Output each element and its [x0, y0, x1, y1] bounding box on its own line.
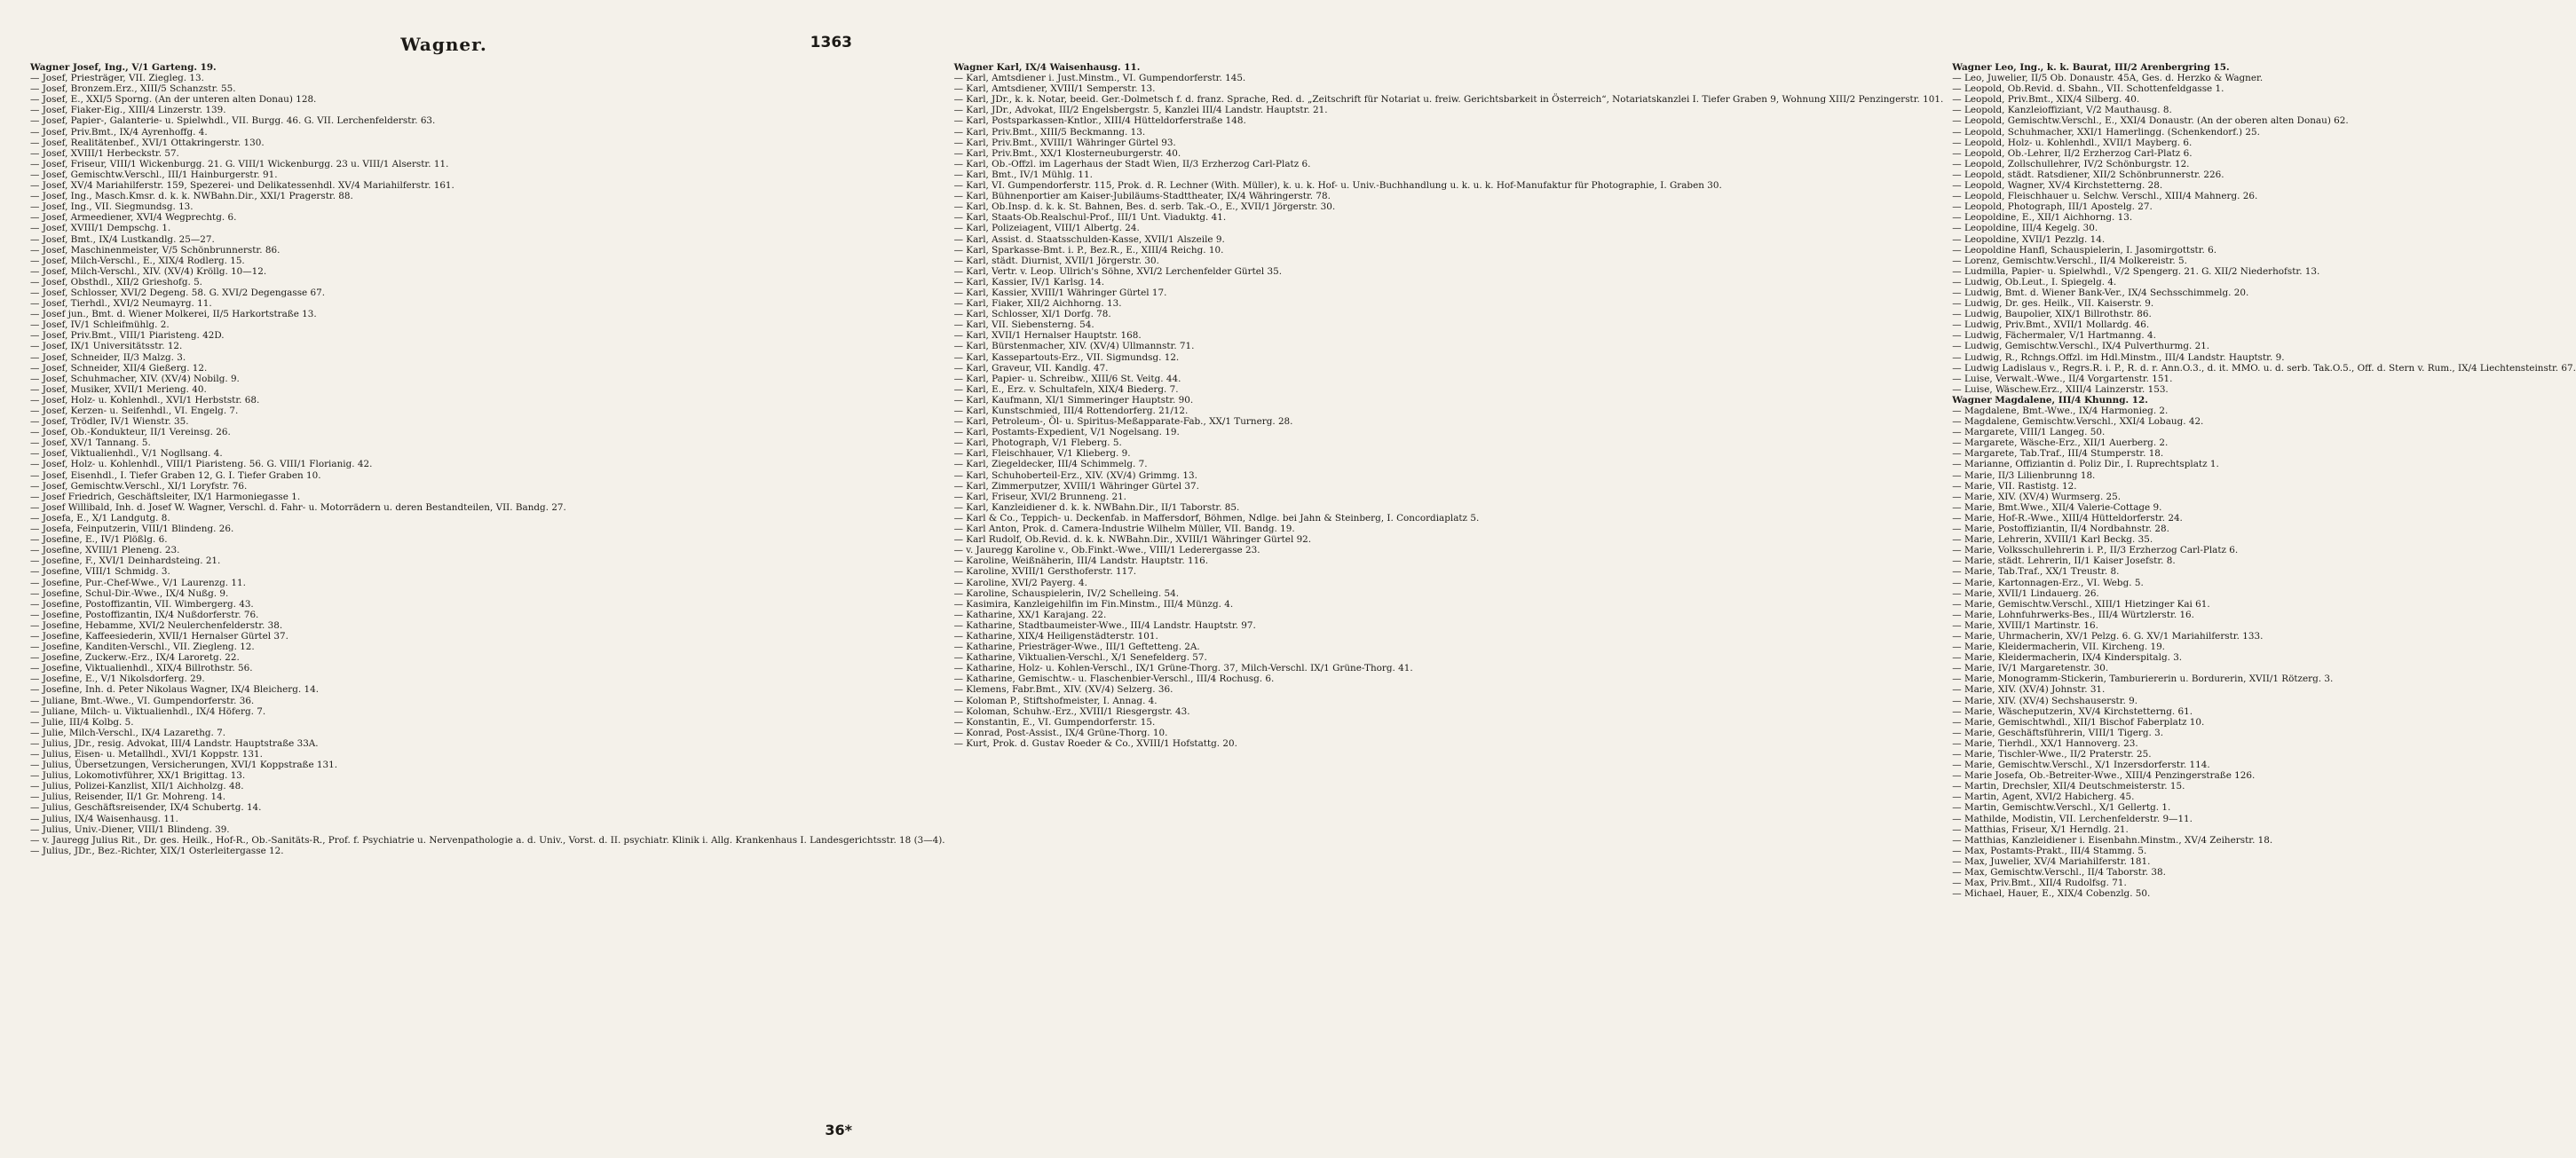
directory-entry: — Josefine, Kaffeesiederin, XVII/1 Hernalser Gürtel 37. [30, 630, 288, 642]
directory-entry: — Karl, Priv.Bmt., XIII/5 Beckmanng. 13. [953, 126, 1146, 138]
directory-entry: — Josef, Ing., VII. Siegmundsg. 13. [30, 201, 194, 213]
directory-entry: — Marie, II/3 Lilienbrunng 18. [1952, 469, 2096, 481]
directory-entry: — Josef, Priv.Bmt., VIII/1 Piaristeng. 42D. [30, 330, 225, 342]
directory-entry: — Marie, Gemischtwhdl., XII/1 Bischof Faberplatz 10. [1952, 716, 2205, 728]
directory-entry: — Karl, Kunstschmied, III/4 Rottendorferg. 21/12. [953, 406, 1189, 416]
column-2 [954, 62, 1944, 1118]
running-title: Wagner. [400, 34, 487, 55]
directory-entry: — Kurt, Prok. d. Gustav Roeder & Co., XVIII/1 Hofstattg. 20. [953, 737, 1237, 749]
directory-entry: — Karl, E., Erz. v. Schultafeln, XIX/4 Biederg. 7. [953, 383, 1179, 395]
directory-entry: — Karl, XVII/1 Hernalser Hauptstr. 168. [953, 330, 1142, 342]
directory-entry: — Julius, Lokomotivführer, XX/1 Brigittag. 13. [30, 770, 246, 782]
directory-entry: — Josef, Ob.-Kondukteur, II/1 Vereinsg. 26. [30, 427, 231, 438]
directory-entry: — Karl, Amtsdiener i. Just.Minstm., VI. Gumpendorferstr. 145. [953, 73, 1246, 84]
directory-entry: — Josef, Armeediener, XVI/4 Wegprechtg. 6. [30, 212, 237, 224]
directory-entry: — Josefine, Postoffizantin, IX/4 Nußdorferstr. 76. [30, 609, 259, 620]
directory-entry: — Josef, Schneider, II/3 Malzg. 3. [30, 351, 186, 363]
directory-entry: — Josef, Bmt., IX/4 Lustkandlg. 25—27. [30, 233, 215, 245]
directory-entry: — Josef, Trödler, IV/1 Wienstr. 35. [30, 416, 189, 428]
directory-entry: — Josef, XV/4 Mariahilferstr. 159, Spezerei- und Delikatessenhdl. XV/4 Mariahilferstr. 161. [30, 180, 454, 192]
directory-entry: — Karl, Bmt., IV/1 Mühlg. 11. [953, 169, 1093, 180]
directory-entry: — Magdalene, Bmt.-Wwe., IX/4 Harmonieg. 2. [1952, 406, 2169, 416]
directory-entry: — Josefa, E., X/1 Landgutg. 8. [30, 512, 170, 524]
directory-entry: — Matthias, Kanzleidiener i. Eisenbahn.Minstm., XV/4 Zeiherstr. 18. [1952, 834, 2273, 846]
directory-entry: — Julius, Eisen- u. Metallhdl., XVI/1 Koppstr. 131. [30, 749, 263, 760]
directory-entry: — Josef, Priesträger, VII. Ziegleg. 13. [30, 73, 204, 84]
directory-entry: — Marie, Tischler-Wwe., II/2 Praterstr. 25. [1952, 749, 2152, 760]
directory-entry: — Karl, städt. Diurnist, XVII/1 Jörgerstr. 30. [953, 255, 1159, 266]
directory-entry: — Katharine, Priesträger-Wwe., III/1 Geftetteng. 2A. [953, 642, 1200, 653]
directory-entry: — Magdalene, Gemischtw.Verschl., XXI/4 Lobaug. 42. [1952, 416, 2204, 428]
column-1 [30, 62, 945, 1118]
directory-entry: — Karl, Priv.Bmt., XVIII/1 Währinger Gürtel 93. [953, 137, 1176, 148]
directory-entry: — Karl, Assist. d. Staatsschulden-Kasse, XVII/1 Alszeile 9. [953, 233, 1225, 245]
directory-entry: — Max, Juwelier, XV/4 Mariahilferstr. 181. [1952, 855, 2151, 867]
directory-entry: — Marie, Gemischtw.Verschl., X/1 Inzersdorferstr. 114. [1952, 760, 2210, 771]
directory-entry: — Karl, Friseur, XVI/2 Brunneng. 21. [953, 491, 1126, 502]
directory-entry: — Josefine, Postoffizantin, VII. Wimbergerg. 43. [30, 598, 254, 610]
directory-entry: — Karl, Petroleum-, Öl- u. Spiritus-Meßapparate-Fab., XX/1 Turnerg. 28. [953, 416, 1293, 428]
directory-entry: — Josefine, XVIII/1 Pleneng. 23. [30, 545, 180, 556]
directory-entry: — Karl & Co., Teppich- u. Deckenfab. in Maffersdorf, Böhmen, Ndlge. bei Jahn & Steinberg, I. Concordiaplatz 5. [953, 512, 1480, 524]
directory-entry: — Julius, Geschäftsreisender, IX/4 Schubertg. 14. [30, 802, 262, 814]
directory-entry: — Josefine, E., V/1 Nikolsdorferg. 29. [30, 674, 205, 685]
directory-entry: — Katharine, Stadtbaumeister-Wwe., III/4 Landstr. Hauptstr. 97. [953, 619, 1256, 631]
page-number: 1363 [810, 34, 852, 51]
directory-entry: — Katharine, Gemischtw.- u. Flaschenbier-Verschl., III/4 Rochusg. 6. [953, 674, 1275, 685]
directory-entry: — Josefine, Inh. d. Peter Nikolaus Wagner, IX/4 Bleicherg. 14. [30, 684, 320, 696]
directory-entry: — Josef, Kerzen- u. Seifenhdl., VI. Engelg. 7. [30, 406, 239, 416]
directory-entry: — Josefine, F., XVI/1 Deinhardsteing. 21. [30, 555, 221, 567]
directory-entry: — Josefine, VIII/1 Schmidg. 3. [30, 566, 170, 578]
directory-entry: — Karl, Fleischhauer, V/1 Klieberg. 9. [953, 448, 1131, 460]
directory-entry: — Josef, Papier-, Galanterie- u. Spielwhdl., VII. Burgg. 46. G. VII. Lerchenfelderstr. 63. [30, 115, 436, 127]
directory-entry: — Josef, Schuhmacher, XIV. (XV/4) Nobilg. 9. [30, 373, 240, 384]
directory-entry: — Leopold, Schuhmacher, XXI/1 Hamerlingg. (Schenkendorf.) 25. [1952, 126, 2260, 138]
directory-entry: — Ludwig, Ob.Leut., I. Spiegelg. 4. [1952, 276, 2117, 288]
directory-entry: — Juliane, Milch- u. Viktualienhdl., IX/4 Höferg. 7. [30, 705, 266, 717]
directory-entry: — Josefine, Viktualienhdl., XIX/4 Billrothstr. 56. [30, 663, 253, 674]
directory-entry: — Julius, Univ.-Diener, VIII/1 Blindeng. 39. [30, 823, 230, 835]
directory-entry: — Karl Rudolf, Ob.Revid. d. k. k. NWBahn.Dir., XVIII/1 Währinger Gürtel 92. [953, 534, 1312, 546]
directory-entry: — Ludwig, Dr. ges. Heilk., VII. Kaiserstr. 9. [1952, 298, 2154, 310]
directory-entry: — Marie, Monogramm-Stickerin, Tamburiererin u. Bordurerin, XVII/1 Rötzerg. 3. [1952, 674, 2334, 685]
directory-entry: — Josef, IV/1 Schleifmühlg. 2. [30, 319, 170, 331]
directory-entry: — Josef Willibald, Inh. d. Josef W. Wagner, Verschl. d. Fahr- u. Motorrädern u. deren Bestandteilen, VII. Bandg. 27. [30, 501, 566, 513]
directory-entry: — Leopold, Gemischtw.Verschl., E., XXI/4 Donaustr. (An der oberen alten Donau) 62. [1952, 115, 2349, 127]
column-3 [1952, 62, 2576, 1118]
directory-entry: — Karl, Amtsdiener, XVIII/1 Semperstr. 13. [953, 83, 1156, 95]
directory-entry: — Leopold, Holz- u. Kohlenhdl., XVII/1 Mayberg. 6. [1952, 137, 2193, 148]
directory-entry: — Karl, Kanzleidiener d. k. k. NWBahn.Dir., II/1 Taborstr. 85. [953, 501, 1240, 513]
directory-entry: Wagner Josef, Ing., V/1 Garteng. 19. [30, 62, 217, 73]
directory-entry: — Ludwig, Priv.Bmt., XVII/1 Mollardg. 46. [1952, 319, 2150, 331]
directory-entry: — Margarete, VIII/1 Langeg. 50. [1952, 427, 2106, 438]
directory-entry: — Karl, Ob.-Offzl. im Lagerhaus der Stadt Wien, II/3 Erzherzog Carl-Platz 6. [953, 158, 1311, 169]
directory-entry: — Marie, XVIII/1 Martinstr. 16. [1952, 619, 2098, 631]
directory-entry: — Marie, Geschäftsführerin, VIII/1 Tigerg. 3. [1952, 727, 2164, 738]
directory-entry: — Julius, JDr., resig. Advokat, III/4 Landstr. Hauptstraße 33A. [30, 737, 319, 749]
directory-entry: — Marie, Kleidermacherin, IX/4 Kinderspitalg. 3. [1952, 652, 2183, 664]
directory-entry: — Marie, Volksschullehrerin i. P., II/3 Erzherzog Carl-Platz 6. [1952, 545, 2239, 556]
directory-entry: — Josef, Fiaker-Eig., XIII/4 Linzerstr. 139. [30, 105, 226, 116]
directory-entry: — Karl, JDr., k. k. Notar, beeid. Ger.-Dolmetsch f. d. franz. Sprache, Red. d. „Zeitschrift für Notariat u. freiw. Gerichtsbarkeit in Österreich“, Notariatskanzlei I. Tiefer Graben 9, Wohnung XIII/2 Penzingerstr. 101. [953, 94, 1944, 106]
directory-entry: — Karl, Sparkasse-Bmt. i. P., Bez.R., E., XIII/4 Reichg. 10. [953, 244, 1224, 256]
directory-entry: — Julius, Reisender, II/1 Gr. Mohreng. 14. [30, 792, 226, 803]
directory-entry: — Marie, Lehrerin, XVIII/1 Karl Beckg. 35. [1952, 534, 2153, 546]
directory-entry: — Karl, Fiaker, XII/2 Aichhorng. 13. [953, 298, 1122, 310]
directory-entry: — Karl, Schuhoberteil-Erz., XIV. (XV/4) Grimmg. 13. [953, 469, 1197, 481]
directory-entry: — Josefine, Hebamme, XVI/2 Neulerchenfelderstr. 38. [30, 619, 283, 631]
directory-entry: — Karl, Ziegeldecker, III/4 Schimmelg. 7. [953, 459, 1148, 470]
directory-entry: — Leopold, Ob.Revid. d. Sbahn., VII. Schottenfeldgasse 1. [1952, 83, 2224, 95]
directory-entry: — Ludwig, Baupolier, XIX/1 Billrothstr. 86. [1952, 309, 2152, 320]
directory-entry: — Karl, Bürstenmacher, XIV. (XV/4) Ullmannstr. 71. [953, 341, 1195, 352]
directory-entry: — Ludwig, Gemischtw.Verschl., IX/4 Pulverthurmg. 21. [1952, 341, 2210, 352]
directory-entry: — Karl, Kassier, XVIII/1 Währinger Gürtel 17. [953, 287, 1167, 298]
directory-entry: — Karl, Bühnenportier am Kaiser-Jubiläums-Stadttheater, IX/4 Währingerstr. 78. [953, 191, 1331, 202]
directory-entry: — Martin, Drechsler, XII/4 Deutschmeisterstr. 15. [1952, 781, 2185, 792]
directory-entry: — Leopoldine, XVII/1 Pezzlg. 14. [1952, 233, 2106, 245]
directory-entry: — Josefine, Zuckerw.-Erz., IX/4 Laroretg. 22. [30, 652, 240, 664]
directory-entry: — Josef, Priv.Bmt., IX/4 Ayrenhoffg. 4. [30, 126, 208, 138]
directory-entry: — Martin, Gemischtw.Verschl., X/1 Gellertg. 1. [1952, 802, 2171, 814]
directory-entry: — Josef, XV/1 Tannang. 5. [30, 437, 151, 449]
directory-entry: — Karl, VII. Siebensterng. 54. [953, 319, 1094, 331]
directory-entry: — Karl, Postamts-Expedient, V/1 Nogelsang. 19. [953, 427, 1180, 438]
directory-entry: — Katharine, Holz- u. Kohlen-Verschl., IX/1 Grüne-Thorg. 37, Milch-Verschl. IX/1 Grüne-Thorg. 41. [953, 663, 1413, 674]
directory-entry: — Karl, Staats-Ob.Realschul-Prof., III/1 Unt. Viaduktg. 41. [953, 212, 1227, 224]
directory-entry: — Luise, Verwalt.-Wwe., II/4 Vorgartenstr. 151. [1952, 373, 2173, 384]
directory-entry: — Josef jun., Bmt. d. Wiener Molkerei, II/5 Harkortstraße 13. [30, 309, 317, 320]
directory-entry: — Karl, Postsparkassen-Kntlor., XIII/4 Hütteldorferstraße 148. [953, 115, 1246, 127]
directory-entry: — Max, Gemischtw.Verschl., II/4 Taborstr. 38. [1952, 867, 2166, 878]
directory-entry: — Karoline, Schauspielerin, IV/2 Schelleing. 54. [953, 587, 1180, 599]
directory-entry: — Josef, Holz- u. Kohlenhdl., XVI/1 Herbststr. 68. [30, 394, 260, 406]
directory-entry: — Karoline, XVI/2 Payerg. 4. [953, 577, 1087, 588]
directory-entry: Wagner Magdalene, III/4 Khunng. 12. [1952, 394, 2148, 406]
directory-entry: — Juliane, Bmt.-Wwe., VI. Gumpendorferstr. 36. [30, 695, 255, 706]
directory-entry: — Karl, Polizeiagent, VIII/1 Albertg. 24. [953, 223, 1140, 234]
directory-entry: — v. Jauregg Karoline v., Ob.Finkt.-Wwe., VIII/1 Lederergasse 23. [953, 545, 1260, 556]
directory-entry: — Karl, Schlosser, XI/1 Dorfg. 78. [953, 309, 1111, 320]
directory-entry: — Marie, Hof-R.-Wwe., XIII/4 Hütteldorferstr. 24. [1952, 512, 2183, 524]
directory-entry: — Matthias, Friseur, X/1 Herndlg. 21. [1952, 823, 2129, 835]
directory-entry: — Konstantin, E., VI. Gumpendorferstr. 15. [953, 716, 1156, 728]
directory-entry: — Leopold, Ob.-Lehrer, II/2 Erzherzog Carl-Platz 6. [1952, 147, 2193, 159]
directory-entry: — Josef, XVIII/1 Herbeckstr. 57. [30, 147, 179, 159]
directory-columns [30, 62, 2576, 1118]
directory-entry: — Julius, Übersetzungen, Versicherungen, XVI/1 Koppstraße 131. [30, 760, 338, 771]
directory-entry: — Michael, Hauer, E., XIX/4 Cobenzlg. 50. [1952, 888, 2151, 900]
directory-entry: — Karoline, XVIII/1 Gersthoferstr. 117. [953, 566, 1137, 578]
directory-entry: — Marie, XVII/1 Lindauerg. 26. [1952, 587, 2099, 599]
directory-entry: — Marie, Postoffiziantin, II/4 Nordbahnstr. 28. [1952, 524, 2169, 535]
directory-entry: — Leopold, Photograph, III/1 Apostelg. 27. [1952, 201, 2153, 213]
directory-entry: — Marie, IV/1 Margaretenstr. 30. [1952, 663, 2109, 674]
directory-entry: — Leo, Juwelier, II/5 Ob. Donaustr. 45A, Ges. d. Herzko & Wagner. [1952, 73, 2264, 84]
directory-entry: — Julie, III/4 Kolbg. 5. [30, 716, 134, 728]
directory-entry: — Leopold, städt. Ratsdiener, XII/2 Schönbrunnerstr. 226. [1952, 169, 2224, 180]
directory-entry: — Lorenz, Gemischtw.Verschl., II/4 Molkereistr. 5. [1952, 255, 2187, 266]
directory-entry: — Josef, Schlosser, XVI/2 Degeng. 58. G. XVI/2 Degengasse 67. [30, 287, 326, 298]
directory-entry: — Ludwig, Bmt. d. Wiener Bank-Ver., IX/4 Sechsschimmelg. 20. [1952, 287, 2249, 298]
directory-entry: — Josef, Tierhdl., XVI/2 Neumayrg. 11. [30, 298, 212, 310]
directory-entry: — Josef, Milch-Verschl., E., XIX/4 Rodlerg. 15. [30, 255, 245, 266]
directory-entry: — Marie, Wäscheputzerin, XV/4 Kirchstetterng. 61. [1952, 705, 2193, 717]
directory-entry: — Josefine, Schul-Dir.-Wwe., IX/4 Nußg. 9. [30, 587, 229, 599]
directory-entry: — Josef, Schneider, XII/4 Gießerg. 12. [30, 362, 208, 374]
directory-entry: — Karl, Priv.Bmt., XX/1 Klosterneuburgerstr. 40. [953, 147, 1181, 159]
directory-entry: — Marie, Bmt.Wwe., XII/4 Valerie-Cottage 9. [1952, 501, 2162, 513]
directory-entry: — Marie, XIV. (XV/4) Wurmserg. 25. [1952, 491, 2122, 502]
directory-entry: — Josef, Holz- u. Kohlenhdl., VIII/1 Piaristeng. 56. G. VIII/1 Florianig. 42. [30, 459, 373, 470]
directory-entry: — Katharine, XX/1 Karajang. 22. [953, 609, 1107, 620]
directory-entry: — Leopold, Fleischhauer u. Selchw. Verschl., XIII/4 Mahnerg. 26. [1952, 191, 2258, 202]
directory-entry: — Leopoldine Hanfl, Schauspielerin, I. Jasomirgottstr. 6. [1952, 244, 2217, 256]
directory-entry: — Josef, Ing., Masch.Kmsr. d. k. k. NWBahn.Dir., XXI/1 Pragerstr. 88. [30, 191, 353, 202]
directory-entry: — Leopoldine, III/4 Kegelg. 30. [1952, 223, 2098, 234]
directory-entry: — Julius, Polizei-Kanzlist, XII/1 Aichholzg. 48. [30, 781, 244, 792]
directory-entry: — Josef, Musiker, XVII/1 Merieng. 40. [30, 383, 207, 395]
directory-entry: — Luise, Wäschew.Erz., XIII/4 Lainzerstr. 153. [1952, 383, 2169, 395]
directory-entry: — Marie, VII. Rastistg. 12. [1952, 480, 2077, 492]
directory-entry: — Marie, Kleidermacherin, VII. Kircheng. 19. [1952, 642, 2165, 653]
directory-entry: — Karl Anton, Prok. d. Camera-Industrie Wilhelm Müller, VII. Bandg. 19. [953, 524, 1295, 535]
directory-entry: — Katharine, Viktualien-Verschl., X/1 Senefelderg. 57. [953, 652, 1207, 664]
page-header [36, 34, 852, 59]
directory-entry: — Josef, Maschinenmeister, V/5 Schönbrunnerstr. 86. [30, 244, 281, 256]
directory-entry: — Josef, Realitätenbef., XVI/1 Ottakringerstr. 130. [30, 137, 265, 148]
directory-entry: — Leopold, Kanzleioffiziant, V/2 Mauthausg. 8. [1952, 105, 2172, 116]
directory-entry: — Julius, JDr., Bez.-Richter, XIX/1 Osterleitergasse 12. [30, 845, 284, 856]
directory-entry: — Margarete, Tab.Traf., III/4 Stumperstr. 18. [1952, 448, 2164, 460]
directory-entry: — Koloman P., Stiftshofmeister, I. Annag. 4. [953, 695, 1158, 706]
directory-entry: — Leopold, Wagner, XV/4 Kirchstetterng. 28. [1952, 180, 2163, 192]
directory-entry: — Josef, Gemischtw.Verschl., III/1 Hainburgerstr. 91. [30, 169, 278, 180]
directory-entry: — Josef, Eisenhdl., I. Tiefer Graben 12, G. I. Tiefer Graben 10. [30, 469, 321, 481]
directory-entry: — Marie, Gemischtw.Verschl., XIII/1 Hietzinger Kai 61. [1952, 598, 2210, 610]
directory-entry: — Konrad, Post-Assist., IX/4 Grüne-Thorg. 10. [953, 727, 1168, 738]
directory-entry: — Josef, Gemischtw.Verschl., XI/1 Loryfstr. 76. [30, 480, 248, 492]
directory-entry: — Max, Priv.Bmt., XII/4 Rudolfsg. 71. [1952, 878, 2127, 889]
directory-entry: — Josefine, Kanditen-Verschl., VII. Ziegleng. 12. [30, 642, 255, 653]
directory-entry: — Marie, XIV. (XV/4) Sechshauserstr. 9. [1952, 695, 2138, 706]
directory-entry: — Ludwig Ladislaus v., Regrs.R. i. P., R. d. r. Ann.O.3., d. it. MMO. u. d. serb. Tak.O.5., Off. d. Stern v. Rum., IX/4 Liechtensteinstr. 67. [1952, 362, 2576, 374]
directory-entry: — Karl, Photograph, V/1 Fleberg. 5. [953, 437, 1122, 449]
directory-entry: — Ludmilla, Papier- u. Spielwhdl., V/2 Spengerg. 21. G. XII/2 Niederhofstr. 13. [1952, 265, 2320, 277]
directory-entry: — Marie, Lohnfuhrwerks-Bes., III/4 Würtzlerstr. 16. [1952, 609, 2194, 620]
directory-entry: — Margarete, Wäsche-Erz., XII/1 Auerberg. 2. [1952, 437, 2169, 449]
signature-mark: 36* [825, 1122, 852, 1138]
directory-entry: — Josef, XVIII/1 Dempschg. 1. [30, 223, 171, 234]
directory-entry: — v. Jauregg Julius Rit., Dr. ges. Heilk., Hof-R., Ob.-Sanitäts-R., Prof. f. Psychiatrie u. Nervenpathologie a. d. Univ., Vorst. d. II. psychiatr. Klinik i. Allg. Krankenhaus I. Landesgerichtsstr. 18 (3—4). [30, 834, 945, 846]
directory-entry: — Karl, Papier- u. Schreibw., XIII/6 St. Veitg. 44. [953, 373, 1181, 384]
directory-entry: — Marie, Tab.Traf., XX/1 Treustr. 8. [1952, 566, 2120, 578]
directory-entry: — Karl, Vertr. v. Leop. Ullrich's Söhne, XVI/2 Lerchenfelder Gürtel 35. [953, 265, 1283, 277]
directory-entry: — Leopold, Zollschullehrer, IV/2 Schönburgstr. 12. [1952, 158, 2190, 169]
directory-entry: — Karoline, Weißnäherin, III/4 Landstr. Hauptstr. 116. [953, 555, 1209, 567]
directory-entry: — Josef, E., XXI/5 Sporng. (An der unteren alten Donau) 128. [30, 94, 317, 106]
directory-entry: — Marianne, Offiziantin d. Poliz Dir., I. Ruprechtsplatz 1. [1952, 459, 2219, 470]
directory-entry: — Josef, Milch-Verschl., XIV. (XV/4) Kröllg. 10—12. [30, 265, 267, 277]
directory-entry: — Marie, städt. Lehrerin, II/1 Kaiser Josefstr. 8. [1952, 555, 2176, 567]
directory-entry: — Julie, Milch-Verschl., IX/4 Lazarethg. 7. [30, 727, 226, 738]
directory-entry: Wagner Karl, IX/4 Waisenhausg. 11. [953, 62, 1141, 73]
directory-entry: — Josef, Obsthdl., XII/2 Grieshofg. 5. [30, 276, 202, 288]
directory-entry: — Karl, Ob.Insp. d. k. k. St. Bahnen, Bes. d. serb. Tak.-O., E., XVII/1 Jörgerstr. 30. [953, 201, 1336, 213]
directory-entry: — Karl, JDr., Advokat, III/2 Engelsbergstr. 5, Kanzlei III/4 Landstr. Hauptstr. 21. [953, 105, 1328, 116]
directory-entry: — Josefine, Pur.-Chef-Wwe., V/1 Laurenzg. 11. [30, 577, 246, 588]
directory-entry: — Max, Postamts-Prakt., III/4 Stammg. 5. [1952, 845, 2147, 856]
directory-entry: — Mathilde, Modistin, VII. Lerchenfelderstr. 9—11. [1952, 813, 2193, 824]
directory-entry: — Josef, Viktualienhdl., V/1 Nogllsang. 4. [30, 448, 223, 460]
directory-entry: — Ludwig, R., Rchngs.Offzl. im Hdl.Minstm., III/4 Landstr. Hauptstr. 9. [1952, 351, 2285, 363]
directory-entry: Wagner Leo, Ing., k. k. Baurat, III/2 Arenbergring 15. [1952, 62, 2230, 73]
directory-entry: — Ludwig, Fächermaler, V/1 Hartmanng. 4. [1952, 330, 2156, 342]
directory-entry: — Josefa, Feinputzerin, VIII/1 Blindeng. 26. [30, 524, 234, 535]
directory-entry: — Julius, IX/4 Waisenhausg. 11. [30, 813, 178, 824]
directory-entry: — Josef, IX/1 Universitätsstr. 12. [30, 341, 183, 352]
directory-entry: — Klemens, Fabr.Bmt., XIV. (XV/4) Selzerg. 36. [953, 684, 1173, 696]
directory-entry: — Karl, Kassepartouts-Erz., VII. Sigmundsg. 12. [953, 351, 1180, 363]
directory-entry: — Karl, VI. Gumpendorferstr. 115, Prok. d. R. Lechner (With. Müller), k. u. k. Hof- u. Univ.-Buchhandlung u. k. u. k. Hof-Manufaktur für Photographie, I. Graben 30. [953, 180, 1722, 192]
directory-entry: — Josef Friedrich, Geschäftsleiter, IX/1 Harmoniegasse 1. [30, 491, 301, 502]
directory-entry: — Marie, Kartonnagen-Erz., VI. Webg. 5. [1952, 577, 2144, 588]
directory-entry: — Marie, Uhrmacherin, XV/1 Pelzg. 6. G. XV/1 Mariahilferstr. 133. [1952, 630, 2264, 642]
directory-entry: — Marie, XIV. (XV/4) Johnstr. 31. [1952, 684, 2106, 696]
directory-entry: — Leopold, Priv.Bmt., XIX/4 Silberg. 40. [1952, 94, 2140, 106]
directory-entry: — Koloman, Schuhw.-Erz., XVIII/1 Riesgergstr. 43. [953, 705, 1190, 717]
directory-entry: — Josefine, E., IV/1 Plößlg. 6. [30, 534, 168, 546]
directory-entry: — Katharine, XIX/4 Heiligenstädterstr. 101. [953, 630, 1158, 642]
directory-entry: — Kasimira, Kanzleigehilfin im Fin.Minstm., III/4 Münzg. 4. [953, 598, 1234, 610]
directory-entry: — Marie, Tierhdl., XX/1 Hannoverg. 23. [1952, 737, 2138, 749]
directory-entry: — Karl, Kaufmann, XI/1 Simmeringer Hauptstr. 90. [953, 394, 1194, 406]
directory-entry: — Josef, Bronzem.Erz., XIII/5 Schanzstr. 55. [30, 83, 236, 95]
directory-entry: — Karl, Graveur, VII. Kandlg. 47. [953, 362, 1109, 374]
directory-entry: — Karl, Kassier, IV/1 Karlsg. 14. [953, 276, 1105, 288]
directory-entry: — Martin, Agent, XVI/2 Habicherg. 45. [1952, 792, 2135, 803]
directory-entry: — Josef, Friseur, VIII/1 Wickenburgg. 21. G. VIII/1 Wickenburgg. 23 u. VIII/1 Alserstr. 11. [30, 158, 449, 169]
directory-entry: — Leopoldine, E., XII/1 Aichhorng. 13. [1952, 212, 2133, 224]
directory-entry: — Karl, Zimmerputzer, XVIII/1 Währinger Gürtel 37. [953, 480, 1199, 492]
directory-entry: — Marie Josefa, Ob.-Betreiter-Wwe., XIII/4 Penzingerstraße 126. [1952, 770, 2256, 782]
